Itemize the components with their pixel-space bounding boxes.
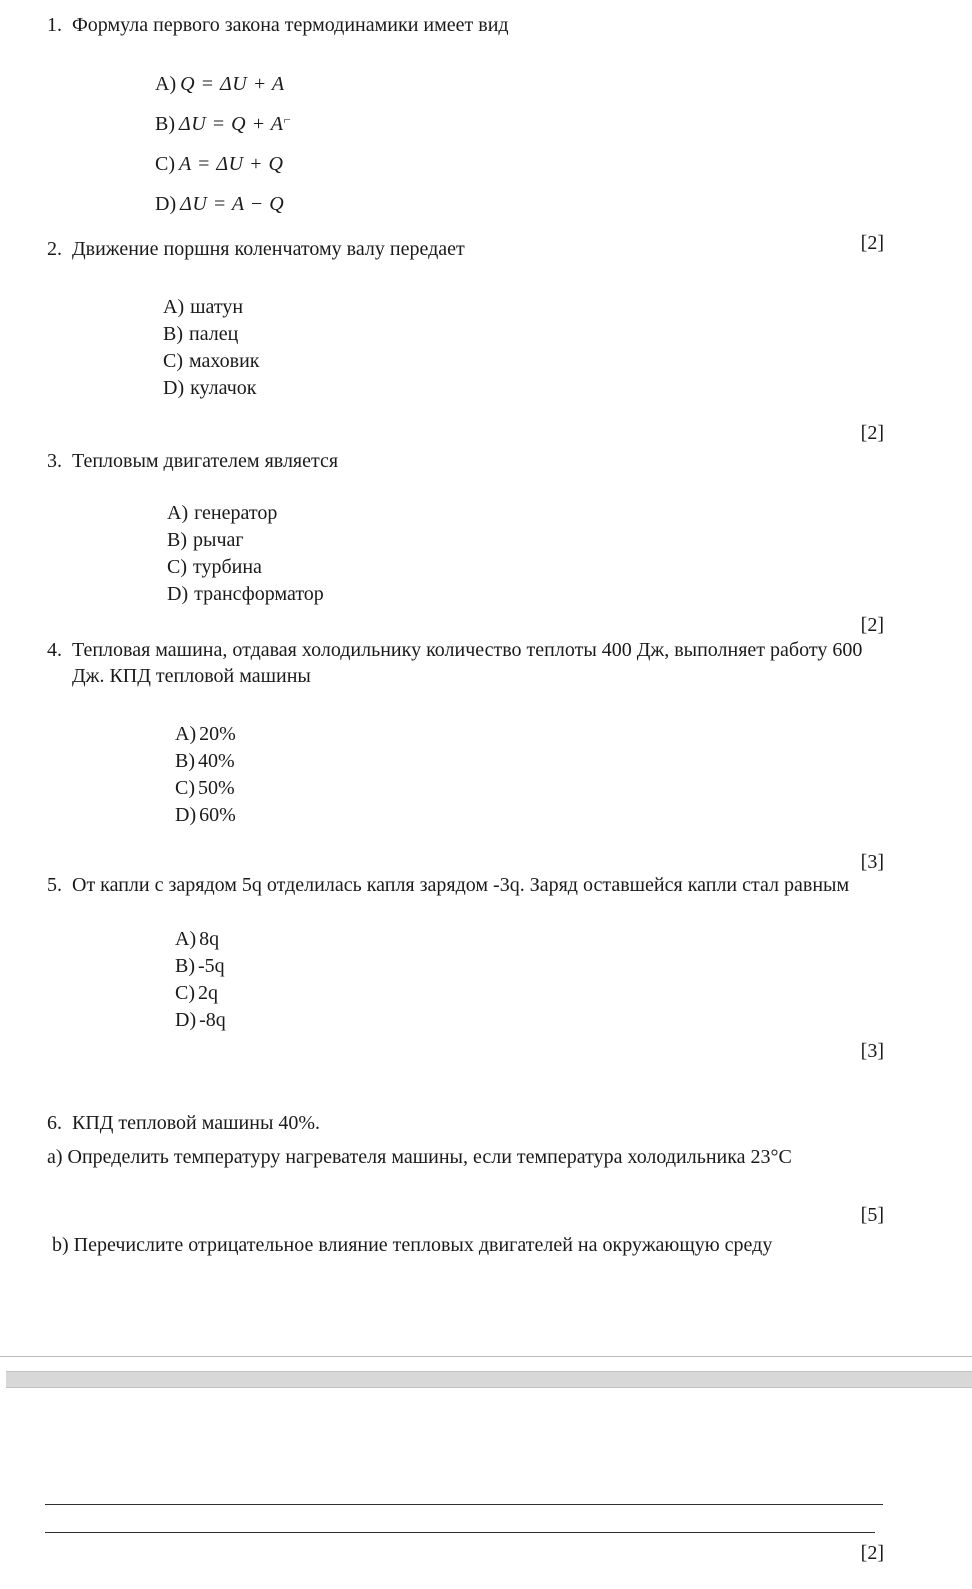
option-text: палец: [189, 323, 239, 345]
question-text: КПД тепловой машины 40%.: [72, 1112, 321, 1134]
option-label: C): [167, 556, 187, 578]
page-break-line: [0, 1356, 972, 1357]
option-formula: A = ΔU + Q: [179, 153, 284, 175]
option-row: [155, 102, 884, 142]
option-label: D): [167, 583, 189, 605]
option-text: -8q: [199, 1009, 226, 1031]
score-badge: [2]: [860, 422, 884, 444]
question-number: 6.: [47, 1112, 62, 1134]
option-text: маховик: [189, 350, 260, 372]
option-text: кулачок: [190, 377, 257, 399]
question-text: Движение поршня коленчатому валу передает: [72, 238, 465, 260]
option-row: [155, 142, 884, 182]
option-label: D): [163, 377, 185, 399]
score-badge: [2]: [860, 1542, 884, 1564]
option-row: [167, 527, 884, 554]
options-list: [155, 62, 884, 222]
question-title: [47, 236, 884, 262]
question-block-1: [47, 12, 884, 256]
question-block-6: [47, 1110, 884, 1258]
score-badge: [3]: [860, 851, 884, 873]
option-text: 60%: [199, 804, 236, 826]
options-list: [163, 294, 884, 402]
question-number: 3.: [47, 450, 62, 472]
option-row: [175, 775, 884, 802]
question-block-5: [47, 872, 884, 1064]
question-number: 5.: [47, 874, 62, 896]
option-label: C): [163, 350, 183, 372]
question-text: От капли с зарядом 5q отделилась капля зарядом -3q. Заряд оставшейся капли стал равным: [72, 874, 850, 896]
stray-mark: ⌐: [283, 112, 291, 127]
question-text: Тепловая машина, отдавая холодильнику количество теплоты 400 Дж, выполняет работу 600 Дж. КПД тепловой машины: [72, 639, 863, 687]
answer-blank-line: [45, 1532, 875, 1533]
question-number: 2.: [47, 238, 62, 260]
option-text: 40%: [198, 750, 235, 772]
answer-blank-line: [45, 1504, 883, 1505]
option-label: B): [167, 529, 187, 551]
option-label: D): [175, 1009, 197, 1031]
option-text: генератор: [194, 502, 278, 524]
option-formula: Q = ΔU + A: [180, 73, 285, 95]
option-label: C): [175, 777, 195, 799]
option-text: турбина: [193, 556, 262, 578]
option-row: [155, 62, 884, 102]
option-row: [175, 802, 884, 829]
option-row: [175, 721, 884, 748]
question-number: 1.: [47, 14, 62, 36]
option-row: [163, 294, 884, 321]
option-text: 50%: [198, 777, 235, 799]
question-title: [47, 448, 884, 474]
option-label: C): [175, 982, 195, 1004]
options-list: [175, 926, 884, 1034]
option-row: [167, 500, 884, 527]
options-list: [167, 500, 884, 608]
option-row: [175, 980, 884, 1007]
option-label: B): [175, 750, 195, 772]
option-label: B): [175, 955, 195, 977]
option-text: 8q: [199, 928, 220, 950]
option-row: [175, 926, 884, 953]
option-formula: ΔU = Q + A: [179, 113, 284, 135]
option-row: [175, 953, 884, 980]
question-text: Тепловым двигателем является: [72, 450, 339, 472]
option-label: A): [175, 723, 197, 745]
options-list: [175, 721, 884, 829]
option-row: [163, 348, 884, 375]
option-text: трансформатор: [194, 583, 324, 605]
question-title: [47, 1110, 884, 1136]
option-row: [155, 182, 884, 222]
question-title: [47, 872, 884, 898]
option-label: D): [155, 193, 177, 215]
page-break-band: [6, 1371, 972, 1388]
question6-part-a: a) Определить температуру нагревателя машины, если температура холодильника 23°C: [47, 1146, 792, 1168]
option-label: A): [163, 296, 185, 318]
option-text: 20%: [199, 723, 236, 745]
option-row: [167, 581, 884, 608]
option-label: A): [175, 928, 197, 950]
question-block-2: [47, 236, 884, 446]
question-block-4: [47, 637, 884, 875]
option-row: [163, 321, 884, 348]
question-text: Формула первого закона термодинамики имеет вид: [72, 14, 509, 36]
option-label: D): [175, 804, 197, 826]
option-row: [163, 375, 884, 402]
option-label: A): [167, 502, 189, 524]
option-label: B): [163, 323, 183, 345]
score-badge: [2]: [860, 614, 884, 636]
option-row: [175, 1007, 884, 1034]
question-number: 4.: [47, 639, 62, 661]
option-label: C): [155, 153, 175, 175]
score-badge: [2]: [860, 232, 884, 254]
option-label: A): [155, 73, 177, 95]
score-badge: [5]: [860, 1204, 884, 1226]
score-badge: [3]: [860, 1040, 884, 1062]
question6-part-b: b) Перечислите отрицательное влияние тепловых двигателей на окружающую среду: [52, 1234, 773, 1256]
option-text: шатун: [190, 296, 244, 318]
option-row: [175, 748, 884, 775]
question-title: [47, 637, 884, 689]
option-row: [167, 554, 884, 581]
option-text: -5q: [198, 955, 225, 977]
question-block-3: [47, 448, 884, 638]
option-text: рычаг: [193, 529, 244, 551]
question-title: [47, 12, 884, 38]
option-formula: ΔU = A − Q: [180, 193, 285, 215]
option-label: B): [155, 113, 175, 135]
option-text: 2q: [198, 982, 218, 1004]
